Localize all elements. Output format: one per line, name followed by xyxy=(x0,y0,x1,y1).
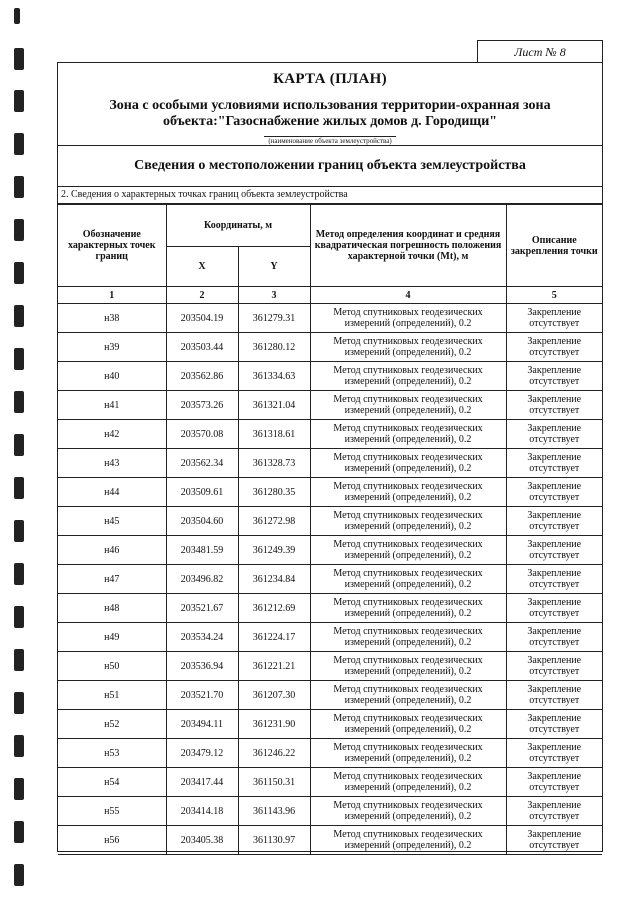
table-row xyxy=(58,420,602,449)
coord-y-line: 361207.30 xyxy=(252,689,296,701)
coord-y-line: 361334.63 xyxy=(252,370,296,382)
description-cell-line: отсутствует xyxy=(529,666,580,677)
method-cell-line: Метод спутниковых геодезических xyxy=(333,684,483,695)
coord-y xyxy=(238,333,310,362)
description-cell-line: Закрепление xyxy=(527,713,582,724)
section-subtitle: 2. Сведения о характерных точках границ объекта землеустройства xyxy=(58,187,602,204)
method-cell-line: Метод спутниковых геодезических xyxy=(333,336,483,347)
method-cell-line: измерений (определений), 0.2 xyxy=(344,753,472,764)
point-id-line: н38 xyxy=(104,312,120,324)
coord-x xyxy=(166,565,238,594)
description-cell xyxy=(506,768,602,797)
description-cell-line: Закрепление xyxy=(527,365,582,376)
method-cell-line: Метод спутниковых геодезических xyxy=(333,626,483,637)
method-cell xyxy=(310,507,506,536)
binding-hole xyxy=(14,90,24,112)
description-cell-line: Закрепление xyxy=(527,510,582,521)
column-number: 4 xyxy=(310,287,506,304)
method-cell-line: Метод спутниковых геодезических xyxy=(333,742,483,753)
binding-hole xyxy=(14,563,24,585)
method-cell-line: Метод спутниковых геодезических xyxy=(333,568,483,579)
point-id xyxy=(58,362,166,391)
coord-y-line: 361130.97 xyxy=(252,834,296,846)
description-cell-line: Закрепление xyxy=(527,423,582,434)
method-cell xyxy=(310,449,506,478)
point-id-line: н44 xyxy=(104,486,120,498)
coord-y xyxy=(238,420,310,449)
description-cell-line: Закрепление xyxy=(527,452,582,463)
point-id xyxy=(58,797,166,826)
point-id-line: н43 xyxy=(104,457,120,469)
method-cell-line: Метод спутниковых геодезических xyxy=(333,829,483,840)
binding-hole xyxy=(14,864,24,886)
method-cell xyxy=(310,768,506,797)
description-cell-line: отсутствует xyxy=(529,724,580,735)
coord-y xyxy=(238,594,310,623)
coord-y-line: 361249.39 xyxy=(252,544,296,556)
coord-y xyxy=(238,536,310,565)
description-cell xyxy=(506,623,602,652)
description-cell-line: отсутствует xyxy=(529,782,580,793)
method-cell-line: измерений (определений), 0.2 xyxy=(344,782,472,793)
binding-hole xyxy=(14,8,20,24)
method-cell-line: измерений (определений), 0.2 xyxy=(344,318,472,329)
method-cell-line: Метод спутниковых геодезических xyxy=(333,452,483,463)
table-row xyxy=(58,362,602,391)
method-cell-line: Метод спутниковых геодезических xyxy=(333,539,483,550)
coord-x-line: 203504.60 xyxy=(180,515,224,527)
description-cell xyxy=(506,507,602,536)
description-cell-line: отсутствует xyxy=(529,492,580,503)
point-id xyxy=(58,304,166,333)
method-cell-line: Метод спутниковых геодезических xyxy=(333,655,483,666)
header-method: Метод определения координат и средняя квадратическая погрешность положения характерной точки (Mt), м xyxy=(310,205,506,287)
column-number: 3 xyxy=(238,287,310,304)
coord-x xyxy=(166,449,238,478)
description-cell xyxy=(506,652,602,681)
point-id-line: н42 xyxy=(104,428,120,440)
method-cell xyxy=(310,826,506,855)
description-cell-line: Закрепление xyxy=(527,539,582,550)
binding-hole xyxy=(14,821,24,843)
method-cell xyxy=(310,681,506,710)
coord-x xyxy=(166,420,238,449)
description-cell-line: отсутствует xyxy=(529,405,580,416)
zone-subtitle xyxy=(58,98,602,130)
subtitle-line-1: Зона с особыми условиями использования территории-охранная зона xyxy=(109,98,551,113)
point-id xyxy=(58,710,166,739)
description-cell-line: отсутствует xyxy=(529,579,580,590)
description-cell xyxy=(506,739,602,768)
coord-x-line: 203405.38 xyxy=(180,834,224,846)
coord-x-line: 203496.82 xyxy=(180,573,224,585)
binding-hole xyxy=(14,477,24,499)
binding-hole xyxy=(14,133,24,155)
method-cell-line: измерений (определений), 0.2 xyxy=(344,492,472,503)
point-id xyxy=(58,565,166,594)
coord-y xyxy=(238,826,310,855)
coord-y xyxy=(238,652,310,681)
point-id xyxy=(58,536,166,565)
description-cell xyxy=(506,304,602,333)
point-id xyxy=(58,623,166,652)
coord-y xyxy=(238,449,310,478)
point-id xyxy=(58,507,166,536)
binding-hole xyxy=(14,735,24,757)
description-cell-line: Закрепление xyxy=(527,771,582,782)
coord-y xyxy=(238,565,310,594)
description-cell-line: отсутствует xyxy=(529,434,580,445)
description-cell-line: отсутствует xyxy=(529,608,580,619)
table-row xyxy=(58,594,602,623)
binding-hole xyxy=(14,606,24,628)
method-cell-line: измерений (определений), 0.2 xyxy=(344,376,472,387)
method-cell-line: измерений (определений), 0.2 xyxy=(344,666,472,677)
table-row xyxy=(58,826,602,855)
method-cell-line: Метод спутниковых геодезических xyxy=(333,394,483,405)
method-cell-line: Метод спутниковых геодезических xyxy=(333,365,483,376)
method-cell-line: измерений (определений), 0.2 xyxy=(344,347,472,358)
boundary-points-table xyxy=(58,204,602,855)
point-id xyxy=(58,681,166,710)
method-cell xyxy=(310,797,506,826)
method-cell xyxy=(310,623,506,652)
method-cell xyxy=(310,333,506,362)
method-cell xyxy=(310,594,506,623)
coord-y-line: 361221.21 xyxy=(252,660,296,672)
coord-y-line: 361234.84 xyxy=(252,573,296,585)
method-cell xyxy=(310,304,506,333)
binding-hole xyxy=(14,391,24,413)
coord-y-line: 361224.17 xyxy=(252,631,296,643)
description-cell xyxy=(506,565,602,594)
coord-x xyxy=(166,768,238,797)
description-cell-line: отсутствует xyxy=(529,550,580,561)
title-block xyxy=(58,63,602,146)
point-id xyxy=(58,333,166,362)
point-id xyxy=(58,420,166,449)
method-cell-line: Метод спутниковых геодезических xyxy=(333,307,483,318)
description-cell xyxy=(506,797,602,826)
method-cell xyxy=(310,710,506,739)
header-coordinates: Координаты, м xyxy=(166,205,310,247)
description-cell-line: отсутствует xyxy=(529,840,580,851)
binding-hole xyxy=(14,48,24,70)
coord-x-line: 203494.11 xyxy=(180,718,224,730)
method-cell xyxy=(310,362,506,391)
description-cell-line: отсутствует xyxy=(529,521,580,532)
coord-x xyxy=(166,478,238,507)
column-number: 2 xyxy=(166,287,238,304)
coord-x-line: 203534.24 xyxy=(180,631,224,643)
point-id xyxy=(58,768,166,797)
binding-hole xyxy=(14,649,24,671)
description-cell-line: Закрепление xyxy=(527,626,582,637)
table-row xyxy=(58,333,602,362)
coord-x-line: 203521.70 xyxy=(180,689,224,701)
method-cell-line: Метод спутниковых геодезических xyxy=(333,800,483,811)
coord-x xyxy=(166,536,238,565)
coord-y-line: 361212.69 xyxy=(252,602,296,614)
description-cell-line: отсутствует xyxy=(529,463,580,474)
coord-x xyxy=(166,623,238,652)
document-frame xyxy=(57,62,603,852)
table-row xyxy=(58,536,602,565)
description-cell xyxy=(506,420,602,449)
point-id xyxy=(58,739,166,768)
description-cell xyxy=(506,333,602,362)
description-cell xyxy=(506,536,602,565)
table-row xyxy=(58,565,602,594)
coord-y xyxy=(238,623,310,652)
method-cell-line: Метод спутниковых геодезических xyxy=(333,423,483,434)
binding-holes xyxy=(0,0,40,905)
method-cell xyxy=(310,536,506,565)
table-row xyxy=(58,797,602,826)
coord-y xyxy=(238,710,310,739)
header-description: Описание закрепления точки xyxy=(506,205,602,287)
table-row xyxy=(58,391,602,420)
table-body xyxy=(58,304,602,855)
method-cell-line: Метод спутниковых геодезических xyxy=(333,481,483,492)
description-cell-line: отсутствует xyxy=(529,318,580,329)
coord-y-line: 361318.61 xyxy=(252,428,296,440)
coord-x-line: 203479.12 xyxy=(180,747,224,759)
point-id-line: н51 xyxy=(104,689,120,701)
point-id xyxy=(58,652,166,681)
coord-x-line: 203417.44 xyxy=(180,776,224,788)
description-cell-line: Закрепление xyxy=(527,307,582,318)
coord-x xyxy=(166,710,238,739)
binding-hole xyxy=(14,778,24,800)
coord-x xyxy=(166,797,238,826)
coord-x-line: 203536.94 xyxy=(180,660,224,672)
description-cell-line: отсутствует xyxy=(529,811,580,822)
coord-x xyxy=(166,333,238,362)
coord-x xyxy=(166,739,238,768)
binding-hole xyxy=(14,692,24,714)
header-designation: Обозначение характерных точек границ xyxy=(58,205,166,287)
binding-hole xyxy=(14,176,24,198)
description-cell xyxy=(506,681,602,710)
table-row xyxy=(58,478,602,507)
table-row xyxy=(58,739,602,768)
description-cell xyxy=(506,391,602,420)
point-id xyxy=(58,826,166,855)
method-cell xyxy=(310,391,506,420)
binding-hole xyxy=(14,262,24,284)
binding-hole xyxy=(14,305,24,327)
point-id-line: н55 xyxy=(104,805,120,817)
method-cell-line: Метод спутниковых геодезических xyxy=(333,597,483,608)
coord-x xyxy=(166,652,238,681)
description-cell-line: отсутствует xyxy=(529,376,580,387)
subtitle-line-2: объекта:"Газоснабжение жилых домов д. Городищи" xyxy=(162,114,498,129)
table-row xyxy=(58,652,602,681)
header-y: Y xyxy=(238,247,310,287)
coord-y-line: 361328.73 xyxy=(252,457,296,469)
method-cell-line: измерений (определений), 0.2 xyxy=(344,463,472,474)
column-number: 5 xyxy=(506,287,602,304)
description-cell xyxy=(506,594,602,623)
binding-hole xyxy=(14,520,24,542)
coord-x xyxy=(166,304,238,333)
table-row xyxy=(58,304,602,333)
description-cell-line: отсутствует xyxy=(529,753,580,764)
binding-hole xyxy=(14,434,24,456)
coord-y xyxy=(238,362,310,391)
coord-x-line: 203503.44 xyxy=(180,341,224,353)
coord-x-line: 203562.34 xyxy=(180,457,224,469)
header-x: X xyxy=(166,247,238,287)
method-cell-line: измерений (определений), 0.2 xyxy=(344,608,472,619)
point-id-line: н48 xyxy=(104,602,120,614)
description-cell-line: Закрепление xyxy=(527,568,582,579)
point-id-line: н39 xyxy=(104,341,120,353)
method-cell-line: измерений (определений), 0.2 xyxy=(344,811,472,822)
description-cell-line: Закрепление xyxy=(527,800,582,811)
description-cell xyxy=(506,362,602,391)
coord-y-line: 361272.98 xyxy=(252,515,296,527)
description-cell-line: Закрепление xyxy=(527,597,582,608)
page-title: КАРТА (ПЛАН) xyxy=(273,71,387,87)
description-cell xyxy=(506,478,602,507)
coord-y xyxy=(238,507,310,536)
coord-x-line: 203504.19 xyxy=(180,312,224,324)
coord-y xyxy=(238,797,310,826)
coord-y xyxy=(238,681,310,710)
method-cell-line: измерений (определений), 0.2 xyxy=(344,840,472,851)
method-cell-line: измерений (определений), 0.2 xyxy=(344,579,472,590)
method-cell-line: измерений (определений), 0.2 xyxy=(344,405,472,416)
point-id-line: н52 xyxy=(104,718,120,730)
point-id-line: н53 xyxy=(104,747,120,759)
coord-x-line: 203481.59 xyxy=(180,544,224,556)
point-id-line: н49 xyxy=(104,631,120,643)
description-cell-line: Закрепление xyxy=(527,829,582,840)
coord-x-line: 203573.26 xyxy=(180,399,224,411)
object-name-note: (наименование объекта землеустройства) xyxy=(264,136,395,146)
coord-y-line: 361150.31 xyxy=(252,776,296,788)
coord-y xyxy=(238,478,310,507)
description-cell-line: отсутствует xyxy=(529,695,580,706)
point-id-line: н46 xyxy=(104,544,120,556)
coord-y-line: 361321.04 xyxy=(252,399,296,411)
description-cell-line: Закрепление xyxy=(527,684,582,695)
description-cell-line: Закрепление xyxy=(527,481,582,492)
point-id xyxy=(58,594,166,623)
method-cell xyxy=(310,420,506,449)
method-cell-line: Метод спутниковых геодезических xyxy=(333,510,483,521)
point-id xyxy=(58,449,166,478)
coord-y xyxy=(238,739,310,768)
description-cell-line: Закрепление xyxy=(527,394,582,405)
method-cell-line: измерений (определений), 0.2 xyxy=(344,550,472,561)
coord-y-line: 361280.35 xyxy=(252,486,296,498)
coord-y xyxy=(238,768,310,797)
method-cell xyxy=(310,478,506,507)
sheet-number: Лист № 8 xyxy=(477,40,603,62)
method-cell-line: измерений (определений), 0.2 xyxy=(344,695,472,706)
coord-x xyxy=(166,362,238,391)
method-cell-line: измерений (определений), 0.2 xyxy=(344,724,472,735)
table-row xyxy=(58,710,602,739)
column-number: 1 xyxy=(58,287,166,304)
method-cell xyxy=(310,739,506,768)
point-id-line: н41 xyxy=(104,399,120,411)
point-id-line: н47 xyxy=(104,573,120,585)
point-id-line: н50 xyxy=(104,660,120,672)
coord-x-line: 203509.61 xyxy=(180,486,224,498)
point-id xyxy=(58,391,166,420)
description-cell-line: Закрепление xyxy=(527,336,582,347)
coord-y xyxy=(238,304,310,333)
coord-x xyxy=(166,391,238,420)
coord-x-line: 203414.18 xyxy=(180,805,224,817)
section-title: Сведения о местоположении границ объекта землеустройства xyxy=(58,146,602,187)
method-cell-line: измерений (определений), 0.2 xyxy=(344,637,472,648)
coord-y-line: 361280.12 xyxy=(252,341,296,353)
coord-y-line: 361231.90 xyxy=(252,718,296,730)
method-cell xyxy=(310,652,506,681)
binding-hole xyxy=(14,219,24,241)
description-cell xyxy=(506,449,602,478)
description-cell-line: Закрепление xyxy=(527,742,582,753)
method-cell-line: Метод спутниковых геодезических xyxy=(333,713,483,724)
coord-x-line: 203570.08 xyxy=(180,428,224,440)
coord-y-line: 361143.96 xyxy=(252,805,296,817)
description-cell-line: отсутствует xyxy=(529,347,580,358)
point-id-line: н54 xyxy=(104,776,120,788)
description-cell-line: Закрепление xyxy=(527,655,582,666)
coord-x xyxy=(166,594,238,623)
table-row xyxy=(58,681,602,710)
coord-y-line: 361246.22 xyxy=(252,747,296,759)
method-cell-line: Метод спутниковых геодезических xyxy=(333,771,483,782)
point-id-line: н56 xyxy=(104,834,120,846)
description-cell-line: отсутствует xyxy=(529,637,580,648)
point-id-line: н40 xyxy=(104,370,120,382)
coord-y-line: 361279.31 xyxy=(252,312,296,324)
point-id-line: н45 xyxy=(104,515,120,527)
method-cell-line: измерений (определений), 0.2 xyxy=(344,521,472,532)
coord-x-line: 203562.86 xyxy=(180,370,224,382)
point-id xyxy=(58,478,166,507)
coord-x xyxy=(166,507,238,536)
coord-x-line: 203521.67 xyxy=(180,602,224,614)
description-cell xyxy=(506,710,602,739)
description-cell xyxy=(506,826,602,855)
table-row xyxy=(58,768,602,797)
coord-y xyxy=(238,391,310,420)
coord-x xyxy=(166,681,238,710)
table-row xyxy=(58,623,602,652)
binding-hole xyxy=(14,348,24,370)
table-row xyxy=(58,449,602,478)
method-cell xyxy=(310,565,506,594)
coord-x xyxy=(166,826,238,855)
table-row xyxy=(58,507,602,536)
method-cell-line: измерений (определений), 0.2 xyxy=(344,434,472,445)
